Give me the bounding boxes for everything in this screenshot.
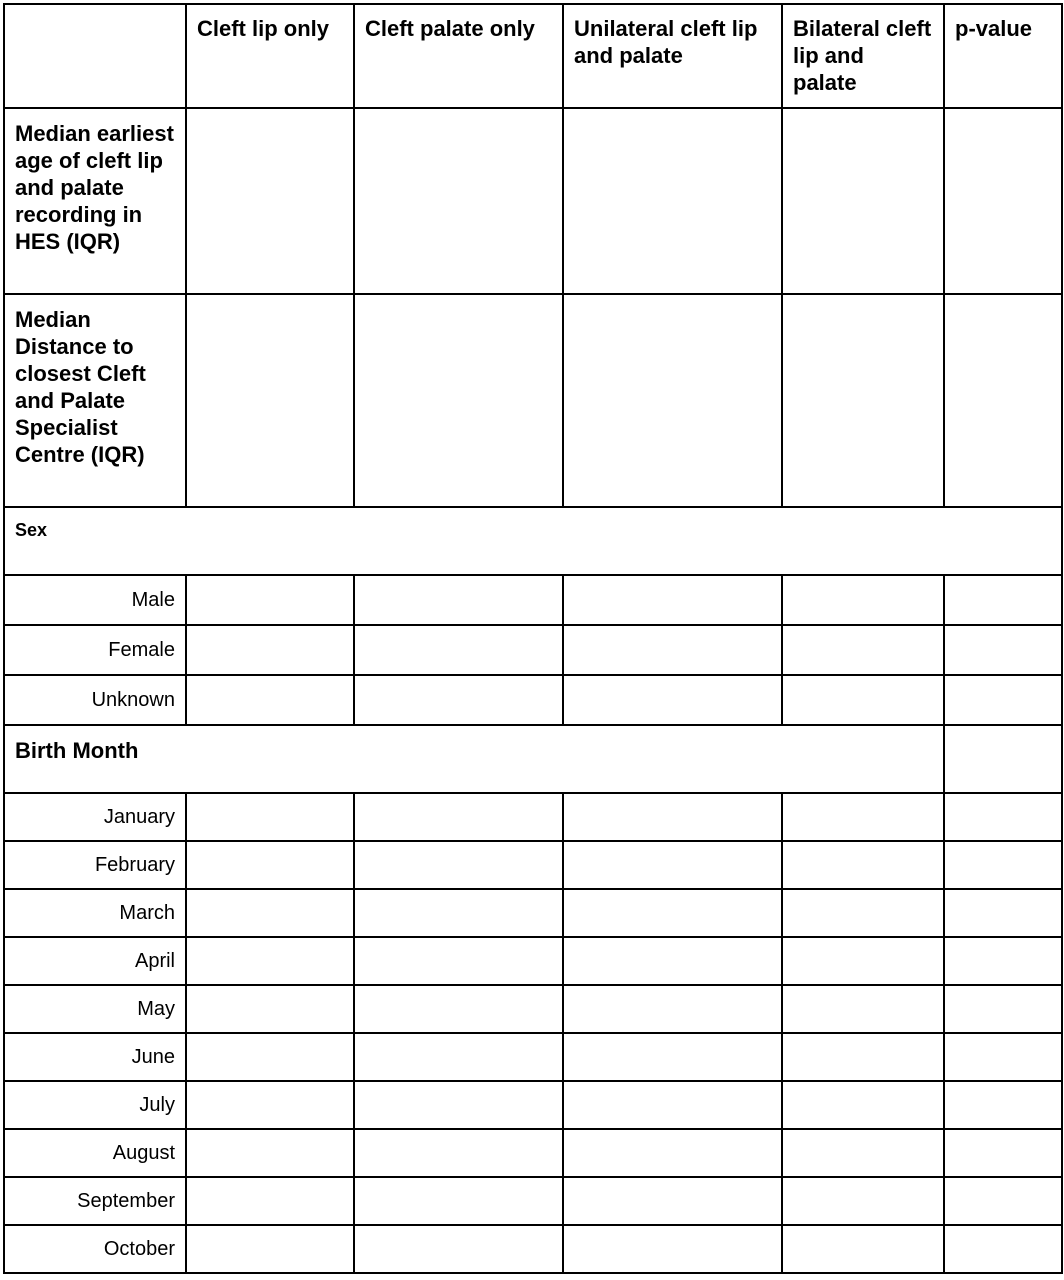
table-cell <box>186 985 354 1033</box>
table-row <box>4 1033 1062 1081</box>
table-cell <box>186 889 354 937</box>
section-label-birth-month: Birth Month <box>4 725 944 793</box>
table-cell <box>782 985 944 1033</box>
row-label: Unknown <box>4 675 186 725</box>
table-cell <box>186 1033 354 1081</box>
row-label: September <box>4 1177 186 1225</box>
table-cell <box>354 294 563 507</box>
row-label: May <box>4 985 186 1033</box>
table-cell <box>563 793 782 841</box>
table-row <box>4 675 1062 725</box>
section-label-sex: Sex <box>4 507 1062 575</box>
table-cell <box>782 1129 944 1177</box>
table-cell <box>782 889 944 937</box>
table-cell <box>944 575 1062 625</box>
table-row <box>4 1225 1062 1273</box>
header-unilateral: Unilateral cleft lip and palate <box>563 4 782 108</box>
table-cell <box>354 1177 563 1225</box>
table-row <box>4 841 1062 889</box>
table-cell <box>354 108 563 294</box>
table-row <box>4 108 1062 294</box>
table-cell <box>944 1081 1062 1129</box>
row-label: Male <box>4 575 186 625</box>
header-cleft-palate-only: Cleft palate only <box>354 4 563 108</box>
table-cell <box>563 1033 782 1081</box>
section-row-sex <box>4 507 1062 575</box>
table-cell <box>354 937 563 985</box>
row-label: April <box>4 937 186 985</box>
table-row <box>4 937 1062 985</box>
table-cell <box>563 889 782 937</box>
header-row <box>4 4 1062 108</box>
table-cell <box>186 575 354 625</box>
header-cleft-lip-only: Cleft lip only <box>186 4 354 108</box>
table-cell <box>354 1033 563 1081</box>
table-cell <box>782 675 944 725</box>
table-cell <box>944 108 1062 294</box>
table-cell <box>563 841 782 889</box>
table-cell <box>354 889 563 937</box>
row-label: Female <box>4 625 186 675</box>
table-cell <box>186 1177 354 1225</box>
table-cell <box>186 1225 354 1273</box>
table-cell <box>782 625 944 675</box>
table-cell <box>186 108 354 294</box>
table-cell <box>782 575 944 625</box>
table-cell <box>354 793 563 841</box>
table-cell <box>186 1129 354 1177</box>
table-cell <box>186 625 354 675</box>
table-cell <box>354 1129 563 1177</box>
table-cell <box>186 294 354 507</box>
table-cell <box>563 1177 782 1225</box>
table-cell <box>944 294 1062 507</box>
row-label-median-distance: Median Distance to closest Cleft and Palate Specialist Centre (IQR) <box>4 294 186 507</box>
table-cell <box>944 1225 1062 1273</box>
table-cell <box>782 793 944 841</box>
table-cell <box>563 1129 782 1177</box>
table-cell <box>944 1129 1062 1177</box>
table-row <box>4 793 1062 841</box>
row-label-median-age: Median earliest age of cleft lip and palate recording in HES (IQR) <box>4 108 186 294</box>
table-cell <box>944 625 1062 675</box>
row-label: July <box>4 1081 186 1129</box>
table-cell <box>563 675 782 725</box>
table-row <box>4 1177 1062 1225</box>
table-cell <box>944 985 1062 1033</box>
table-cell <box>944 1177 1062 1225</box>
table-cell <box>186 841 354 889</box>
table-row <box>4 1129 1062 1177</box>
table-row <box>4 889 1062 937</box>
row-label: March <box>4 889 186 937</box>
table-cell <box>782 1033 944 1081</box>
table-cell <box>186 675 354 725</box>
table-cell <box>563 294 782 507</box>
table-row <box>4 985 1062 1033</box>
header-p-value: p-value <box>944 4 1062 108</box>
table-cell <box>782 294 944 507</box>
table-cell <box>354 675 563 725</box>
table-cell <box>782 841 944 889</box>
table-cell <box>563 1225 782 1273</box>
table-cell <box>782 1225 944 1273</box>
table-cell <box>782 1081 944 1129</box>
table-row <box>4 294 1062 507</box>
table-row <box>4 1081 1062 1129</box>
row-label: February <box>4 841 186 889</box>
table-cell <box>563 1081 782 1129</box>
header-bilateral: Bilateral cleft lip and palate <box>782 4 944 108</box>
table-cell <box>944 725 1062 793</box>
table-cell <box>354 841 563 889</box>
table-cell <box>563 625 782 675</box>
table-cell <box>354 985 563 1033</box>
table-cell <box>944 1033 1062 1081</box>
table-cell <box>782 1177 944 1225</box>
table-row <box>4 575 1062 625</box>
header-empty-cell <box>4 4 186 108</box>
table-cell <box>354 1081 563 1129</box>
table-cell <box>563 575 782 625</box>
row-label: October <box>4 1225 186 1273</box>
table-cell <box>563 985 782 1033</box>
table-cell <box>944 889 1062 937</box>
table-cell <box>944 841 1062 889</box>
table-cell <box>944 793 1062 841</box>
table-row <box>4 625 1062 675</box>
table-cell <box>186 793 354 841</box>
data-table <box>3 3 1063 1274</box>
table-cell <box>354 625 563 675</box>
table-cell <box>563 937 782 985</box>
table-cell <box>354 1225 563 1273</box>
table-cell <box>782 108 944 294</box>
table-cell <box>186 1081 354 1129</box>
table-cell <box>782 937 944 985</box>
row-label: August <box>4 1129 186 1177</box>
table-cell <box>944 937 1062 985</box>
table-cell <box>354 575 563 625</box>
table-cell <box>563 108 782 294</box>
section-row-birth-month <box>4 725 1062 793</box>
table-cell <box>186 937 354 985</box>
table-cell <box>944 675 1062 725</box>
row-label: January <box>4 793 186 841</box>
row-label: June <box>4 1033 186 1081</box>
